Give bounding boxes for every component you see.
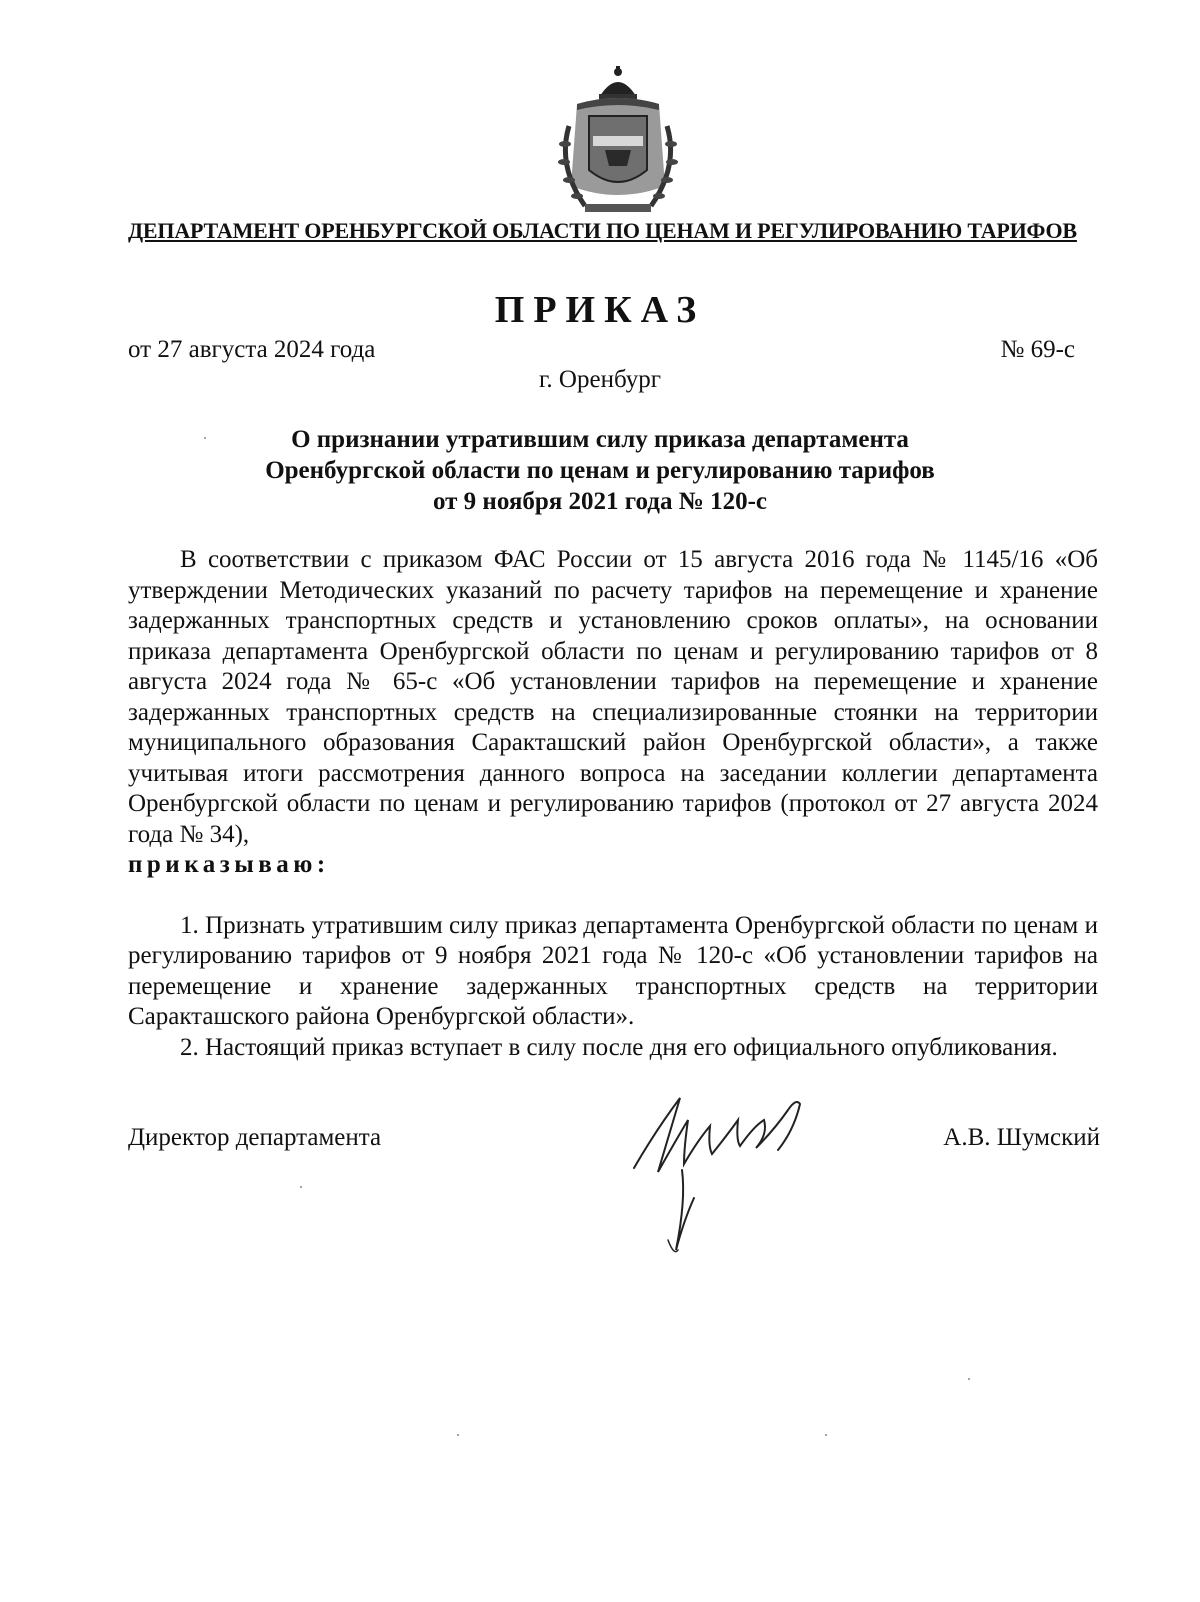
order-body [128,545,1098,1063]
decree-word: приказываю: [128,851,330,878]
document-type: ПРИКАЗ [494,289,706,331]
coat-of-arms-icon [555,66,681,214]
decree-paragraph [128,850,1098,881]
subject-line: от 9 ноября 2021 года № 120-с [432,488,768,515]
order-date: от 27 августа 2024 года [128,336,376,363]
signatory-role: Директор департамента [128,1124,382,1151]
order-city: г. Оренбург [539,366,661,393]
subject-line: Оренбургской области по ценам и регулированию тарифов [265,457,935,484]
order-number: № 69-с [1000,336,1075,363]
department-name: ДЕПАРТАМЕНТ ОРЕНБУРГСКОЙ ОБЛАСТИ ПО ЦЕНАМ И РЕГУЛИРОВАНИЮ ТАРИФОВ [128,218,1077,243]
signatory-name: А.В. Шумский [943,1124,1100,1151]
item-paragraph: 2. Настоящий приказ вступает в силу после дня его официального опубликования. [180,1033,1058,1061]
handwritten-signature [628,1090,818,1260]
subject-line: О признании утратившим силу приказа департамента [291,426,909,453]
item-paragraph: 1. Признать утратившим силу приказ департамента Оренбургской области по ценам и регулированию тарифов от 9 ноября 2021 года № 120-с «Об установлении тарифов на перемещение и хранение задержанных транспортных средств на территории Саракташского района Оренбургской области». [128,911,1098,1030]
preamble-text: В соответствии с приказом ФАС России от 15 августа 2016 года № 1145/16 «Об утверждении Методических указаний по расчету тарифов на перемещение и хранение задержанных транспортных средств и установлению сроков оплаты», на основании приказа департамента Оренбургской области по ценам и регулированию тарифов от 8 августа 2024 года № 65-с «Об установлении тарифов на перемещение и хранение задержанных транспортных средств на специализированные стоянки на территории муниципального образования Саракташский район Оренбургской области», а также учитывая итоги рассмотрения данного вопроса на заседании коллегии департамента Оренбургской области по ценам и регулированию тарифов (протокол от 27 августа 2024 года № 34), [128,546,1098,848]
preamble-paragraph [128,545,1098,850]
order-subject [200,424,1000,517]
